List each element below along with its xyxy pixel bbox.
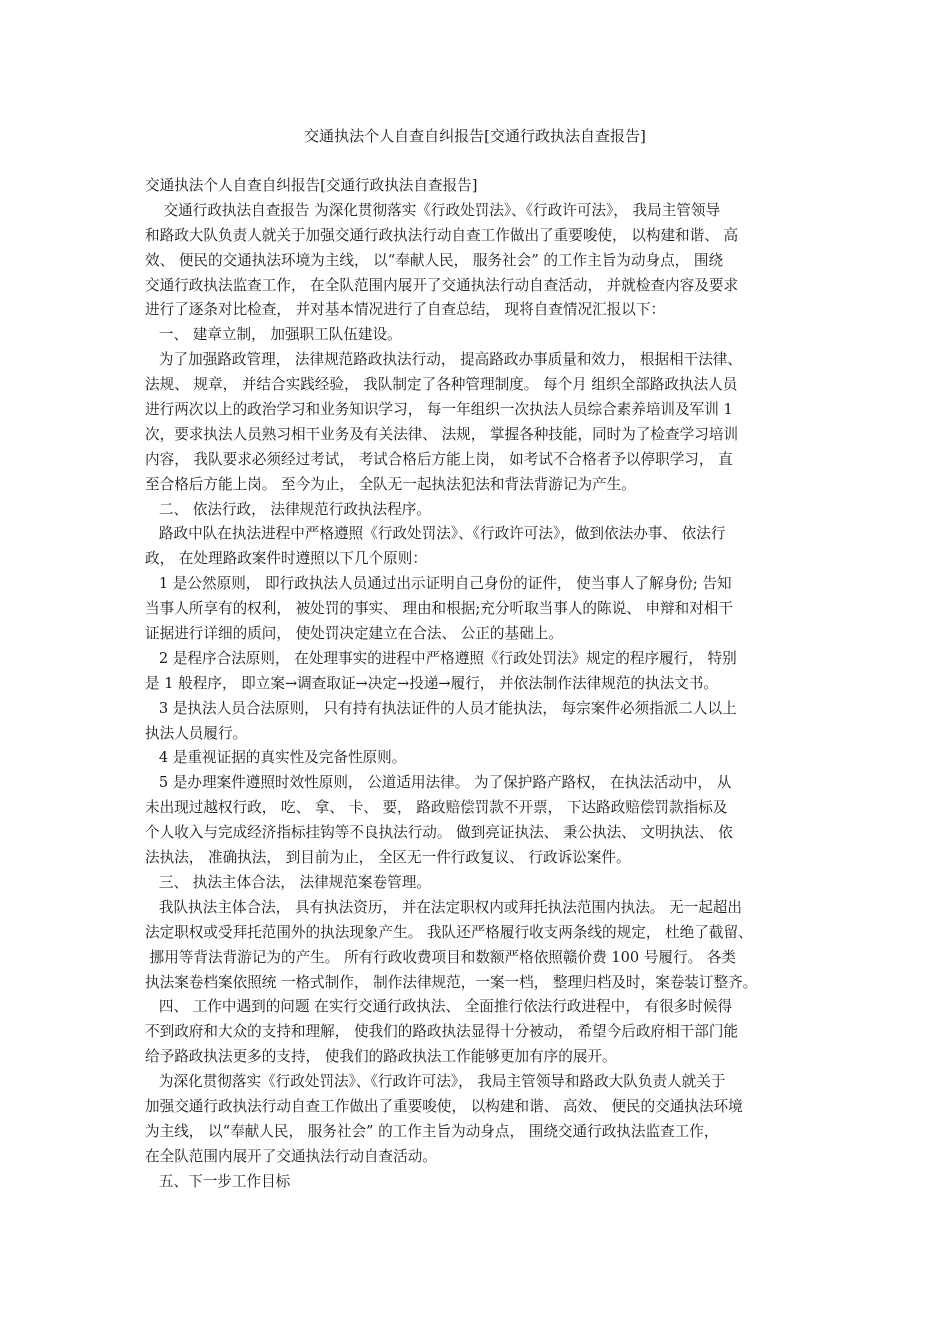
document-title: 交通执法个人自查自纠报告[交通行政执法自查报告] [304, 127, 646, 145]
text-line: 我队执法主体合法， 具有执法资历， 并在法定职权内或拜托执法范围内执法。 无一起超出 [145, 898, 742, 916]
text-line: 交通执法个人自查自纠报告[交通行政执法自查报告] [145, 177, 478, 194]
text-line: 进行了逐条对比检查， 并对基本情况进行了自查总结， 现将自查情况汇报以下： [145, 301, 666, 319]
text-line: 二、 依法行政， 法律规范行政执法程序。 [145, 500, 431, 518]
text-line: 效、 便民的交通执法环境为主线， 以“奉献人民， 服务社会” 的工作主旨为动身点， 围绕 [145, 251, 724, 269]
text-line: 法规、 规章， 并结合实践经验， 我队制定了各种管理制度。 每个月 组织全部路政执法人员 [145, 376, 738, 394]
text-line: 法执法， 准确执法， 到目前为止， 全区无一件行政复议、 行政诉讼案件。 [145, 849, 631, 867]
text-line: 个人收入与完成经济指标挂钩等不良执法行动。 做到亮证执法、 秉公执法、 文明执法、 依 [145, 824, 733, 842]
text-line: 进行两次以上的政治学习和业务知识学习， 每一年组织一次执法人员综合素养培训及军训 1 [145, 401, 733, 419]
text-line: 执法人员履行。 [145, 724, 248, 742]
text-line: 四、 工作中遇到的问题 在实行交通行政执法、 全面推行依法行政进程中， 有很多时候得 [145, 998, 733, 1016]
text-line: 交通行政执法自查报告 为深化贯彻落实《行政处罚法》、《行政许可法》， 我局主管领导 [145, 201, 721, 219]
text-line: 5 是办理案件遵照时效性原则， 公道适用法律。 为了保护路产路权， 在执法活动中， 从 [145, 774, 732, 792]
text-line: 未出现过越权行政， 吃、 拿、 卡、 要， 路政赔偿罚款不开票， 下达路政赔偿罚款指标及 [145, 799, 728, 817]
text-line: 交通行政执法监查工作， 在全队范围内展开了交通执法行动自查活动， 并就检查内容及要求 [145, 276, 739, 294]
text-line: 至合格后方能上岗。 至今为止， 全队无一起执法犯法和背法背游记为产生。 [145, 475, 636, 493]
text-line: 次，要求执法人员熟习相干业务及有关法律、 法规， 掌握各种技能，同时为了检查学习培训 [145, 425, 739, 443]
text-line: 在全队范围内展开了交通执法行动自查活动。 [145, 1147, 437, 1165]
text-line: 加强交通行政执法行动自查工作做出了重要唆使， 以构建和谐、 高效、 便民的交通执法环境 [145, 1097, 743, 1115]
text-line: 不到政府和大众的支持和理解， 使我们的路政执法显得十分被动， 希望今后政府相干部门能 [145, 1023, 739, 1041]
text-line: 当事人所享有的权利， 被处罚的事实、 理由和根据;充分听取当事人的陈说、 申辩和对相干 [145, 600, 733, 618]
text-line: 政， 在处理路政案件时遵照以下几个原则： [145, 550, 427, 568]
text-line: 执法案卷档案依照统 一格式制作， 制作法律规范，一案一档， 整理归档及时，案卷装订整齐。 [145, 973, 758, 991]
text-line: 内容， 我队要求必须经过考试， 考试合格后方能上岗， 如考试不合格者予以停职学习， 直 [145, 450, 733, 468]
text-line: 为主线， 以“奉献人民， 服务社会” 的工作主旨为动身点， 围绕交通行政执法监查工作， [145, 1122, 719, 1140]
text-line: 挪用等背法背游记为的产生。 所有行政收费项目和数额严格依照赣价费 100 号履行。 各类 [145, 948, 737, 966]
text-line: 4 是重视证据的真实性及完备性原则。 [145, 749, 407, 767]
text-line: 1 是公然原则， 即行政执法人员通过出示证明自己身份的证件， 使当事人了解身份; 告知 [145, 575, 732, 593]
text-line: 2 是程序合法原则， 在处理事实的进程中严格遵照《行政处罚法》规定的程序履行， 特别 [145, 649, 737, 667]
text-line: 三、 执法主体合法， 法律规范案卷管理。 [145, 873, 431, 891]
text-line: 为了加强路政管理， 法律规范路政执法行动， 提高路政办事质量和效力， 根据相干法律、 [145, 351, 742, 369]
text-line: 五、下一步工作目标 [145, 1172, 291, 1190]
text-line: 是 1 般程序， 即立案→调查取证→决定→投递→履行， 并依法制作法律规范的执法文书。 [145, 674, 718, 692]
text-line: 为深化贯彻落实《行政处罚法》、《行政许可法》， 我局主管领导和路政大队负责人就关于 [145, 1073, 726, 1091]
text-line: 路政中队在执法进程中严格遵照《行政处罚法》、《行政许可法》，做到依法办事、 依法行 [145, 525, 726, 543]
text-line: 一、 建章立制， 加强职工队伍建设。 [145, 326, 402, 344]
text-line: 证据进行详细的质问， 使处罚决定建立在合法、 公正的基础上。 [145, 625, 563, 643]
text-line: 法定职权或受拜托范围外的执法现象产生。 我队还严格履行收支两条线的规定， 杜绝了截留、 [145, 923, 753, 941]
text-line: 给予路政执法更多的支持， 使我们的路政执法工作能够更加有序的展开。 [145, 1048, 617, 1066]
text-line: 和路政大队负责人就关于加强交通行政执法行动自查工作做出了重要唆使， 以构建和谐、 高 [145, 226, 739, 244]
document-body [145, 174, 825, 1195]
text-line: 3 是执法人员合法原则， 只有持有执法证件的人员才能执法， 每宗案件必须指派二人以上 [145, 699, 737, 717]
